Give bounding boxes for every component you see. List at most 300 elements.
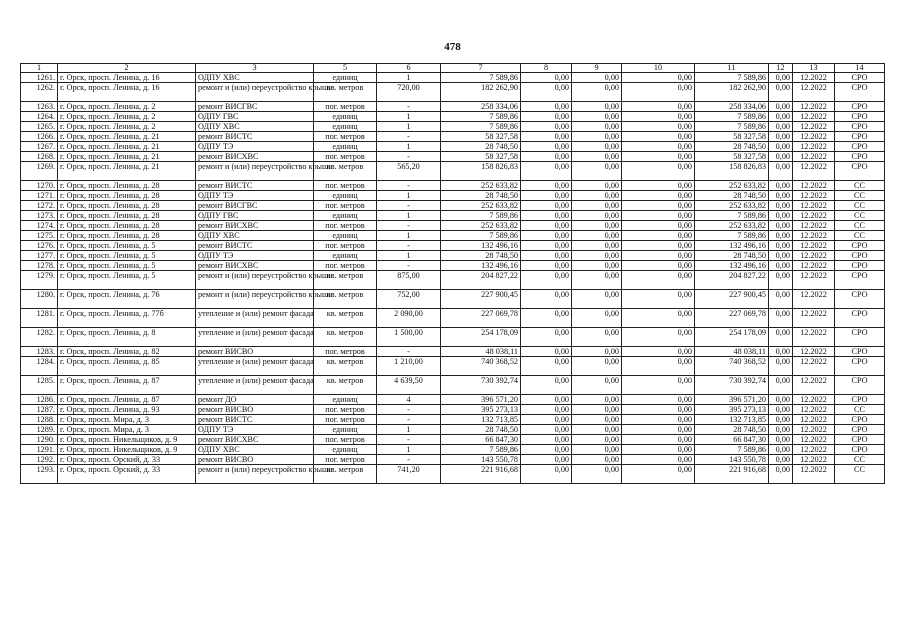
quantity-cell: 752,00 (377, 290, 441, 309)
fund-10-cell: 0,00 (622, 142, 695, 152)
table-row (21, 102, 885, 112)
column-header: 11 (695, 64, 769, 73)
table-row (21, 328, 885, 347)
fund-10-cell: 0,00 (622, 132, 695, 142)
fund-10-cell: 0,00 (622, 231, 695, 241)
deadline-cell: 12.2022 (793, 328, 835, 347)
address-cell: г. Орск, просп. Ленина, д. 2 (58, 102, 196, 112)
work-type-cell: ремонт и (или) переустройство крыши (196, 83, 314, 102)
unit-cell: пог. метров (314, 221, 377, 231)
total-cell: 7 589,86 (695, 112, 769, 122)
table-row (21, 445, 885, 455)
deadline-cell: 12.2022 (793, 425, 835, 435)
deadline-cell: 12.2022 (793, 132, 835, 142)
column-header: 1 (21, 64, 58, 73)
fund-8-cell: 0,00 (521, 290, 572, 309)
work-type-cell: ремонт и (или) переустройство крыши (196, 271, 314, 290)
fund-10-cell: 0,00 (622, 328, 695, 347)
work-type-cell: ОДПУ ХВС (196, 73, 314, 83)
work-type-cell: ремонт ВИСГВС (196, 102, 314, 112)
quantity-cell: 1 (377, 445, 441, 455)
fund-9-cell: 0,00 (572, 395, 622, 405)
quantity-cell: 1 500,00 (377, 328, 441, 347)
fund-8-cell: 0,00 (521, 102, 572, 112)
work-type-cell: ремонт ВИСТС (196, 241, 314, 251)
address-cell: г. Орск, просп. Ленина, д. 5 (58, 251, 196, 261)
total-cell: 730 392,74 (695, 376, 769, 395)
table-row (21, 261, 885, 271)
fund-9-cell: 0,00 (572, 357, 622, 376)
fund-10-cell: 0,00 (622, 445, 695, 455)
unit-cell: пог. метров (314, 261, 377, 271)
row-number: 1288. (21, 415, 58, 425)
cost-cell: 7 589,86 (441, 112, 521, 122)
register-table (20, 63, 885, 484)
method-cell: СРО (835, 102, 885, 112)
work-type-cell: ремонт ВИСВО (196, 347, 314, 357)
fund-9-cell: 0,00 (572, 251, 622, 261)
fund-9-cell: 0,00 (572, 455, 622, 465)
work-type-cell: ОДПУ ТЭ (196, 191, 314, 201)
fund-8-cell: 0,00 (521, 73, 572, 83)
fund-9-cell: 0,00 (572, 83, 622, 102)
total-cell: 132 713,85 (695, 415, 769, 425)
quantity-cell: - (377, 241, 441, 251)
fund-9-cell: 0,00 (572, 376, 622, 395)
address-cell: г. Орск, просп. Орский, д. 33 (58, 465, 196, 484)
work-type-cell: утепление и (или) ремонт фасада (196, 357, 314, 376)
fund-9-cell: 0,00 (572, 122, 622, 132)
specific-cell: 0,00 (769, 112, 793, 122)
total-cell: 7 589,86 (695, 445, 769, 455)
deadline-cell: 12.2022 (793, 445, 835, 455)
fund-10-cell: 0,00 (622, 221, 695, 231)
table-row (21, 357, 885, 376)
table-row (21, 122, 885, 132)
cost-cell: 396 571,20 (441, 395, 521, 405)
column-header: 8 (521, 64, 572, 73)
total-cell: 182 262,90 (695, 83, 769, 102)
address-cell: г. Орск, просп. Ленина, д. 2 (58, 122, 196, 132)
quantity-cell: 1 210,00 (377, 357, 441, 376)
cost-cell: 7 589,86 (441, 231, 521, 241)
quantity-cell: 1 (377, 231, 441, 241)
deadline-cell: 12.2022 (793, 221, 835, 231)
work-type-cell: ремонт ВИСТС (196, 132, 314, 142)
address-cell: г. Орск, просп. Ленина, д. 5 (58, 271, 196, 290)
total-cell: 66 847,30 (695, 435, 769, 445)
fund-9-cell: 0,00 (572, 328, 622, 347)
row-number: 1262. (21, 83, 58, 102)
specific-cell: 0,00 (769, 201, 793, 211)
method-cell: СРО (835, 395, 885, 405)
row-number: 1291. (21, 445, 58, 455)
unit-cell: кв. метров (314, 357, 377, 376)
work-type-cell: ремонт ВИСВО (196, 405, 314, 415)
table-row (21, 112, 885, 122)
unit-cell: пог. метров (314, 455, 377, 465)
fund-8-cell: 0,00 (521, 132, 572, 142)
quantity-cell: - (377, 181, 441, 191)
total-cell: 258 334,06 (695, 102, 769, 112)
quantity-cell: - (377, 261, 441, 271)
method-cell: СРО (835, 347, 885, 357)
fund-9-cell: 0,00 (572, 415, 622, 425)
fund-9-cell: 0,00 (572, 231, 622, 241)
fund-9-cell: 0,00 (572, 465, 622, 484)
fund-8-cell: 0,00 (521, 357, 572, 376)
row-number: 1269. (21, 162, 58, 181)
table-row (21, 290, 885, 309)
fund-9-cell: 0,00 (572, 261, 622, 271)
table-row (21, 271, 885, 290)
fund-10-cell: 0,00 (622, 73, 695, 83)
deadline-cell: 12.2022 (793, 181, 835, 191)
fund-10-cell: 0,00 (622, 290, 695, 309)
row-number: 1277. (21, 251, 58, 261)
total-cell: 204 827,22 (695, 271, 769, 290)
cost-cell: 132 713,85 (441, 415, 521, 425)
address-cell: г. Орск, просп. Ленина, д. 21 (58, 132, 196, 142)
column-header: 9 (572, 64, 622, 73)
row-number: 1279. (21, 271, 58, 290)
method-cell: СРО (835, 73, 885, 83)
method-cell: СС (835, 191, 885, 201)
cost-cell: 66 847,30 (441, 435, 521, 445)
deadline-cell: 12.2022 (793, 465, 835, 484)
total-cell: 227 900,45 (695, 290, 769, 309)
cost-cell: 58 327,58 (441, 132, 521, 142)
unit-cell: кв. метров (314, 309, 377, 328)
fund-9-cell: 0,00 (572, 271, 622, 290)
total-cell: 7 589,86 (695, 211, 769, 221)
address-cell: г. Орск, просп. Ленина, д. 28 (58, 231, 196, 241)
fund-10-cell: 0,00 (622, 347, 695, 357)
address-cell: г. Орск, просп. Ленина, д. 76 (58, 290, 196, 309)
fund-8-cell: 0,00 (521, 395, 572, 405)
table-row (21, 152, 885, 162)
specific-cell: 0,00 (769, 309, 793, 328)
fund-8-cell: 0,00 (521, 271, 572, 290)
work-type-cell: ремонт ВИСТС (196, 415, 314, 425)
fund-8-cell: 0,00 (521, 328, 572, 347)
total-cell: 252 633,82 (695, 201, 769, 211)
cost-cell: 48 038,11 (441, 347, 521, 357)
fund-9-cell: 0,00 (572, 241, 622, 251)
work-type-cell: ремонт ВИСХВС (196, 221, 314, 231)
row-number: 1289. (21, 425, 58, 435)
specific-cell: 0,00 (769, 102, 793, 112)
table-row (21, 309, 885, 328)
cost-cell: 395 273,13 (441, 405, 521, 415)
specific-cell: 0,00 (769, 395, 793, 405)
page-number: 478 (444, 41, 461, 53)
deadline-cell: 12.2022 (793, 405, 835, 415)
table-row (21, 181, 885, 191)
unit-cell: кв. метров (314, 83, 377, 102)
cost-cell: 252 633,82 (441, 181, 521, 191)
total-cell: 227 069,78 (695, 309, 769, 328)
total-cell: 252 633,82 (695, 181, 769, 191)
table-row (21, 201, 885, 211)
row-number: 1273. (21, 211, 58, 221)
method-cell: СС (835, 455, 885, 465)
row-number: 1290. (21, 435, 58, 445)
work-type-cell: ремонт ВИСХВС (196, 152, 314, 162)
fund-8-cell: 0,00 (521, 211, 572, 221)
quantity-cell: 741,20 (377, 465, 441, 484)
method-cell: СС (835, 405, 885, 415)
column-header: 10 (622, 64, 695, 73)
fund-9-cell: 0,00 (572, 162, 622, 181)
address-cell: г. Орск, просп. Ленина, д. 87 (58, 395, 196, 405)
fund-8-cell: 0,00 (521, 455, 572, 465)
table-row (21, 191, 885, 201)
fund-8-cell: 0,00 (521, 181, 572, 191)
deadline-cell: 12.2022 (793, 435, 835, 445)
address-cell: г. Орск, просп. Ленина, д. 8 (58, 328, 196, 347)
unit-cell: единиц (314, 395, 377, 405)
fund-9-cell: 0,00 (572, 142, 622, 152)
table-row (21, 132, 885, 142)
fund-8-cell: 0,00 (521, 445, 572, 455)
fund-10-cell: 0,00 (622, 425, 695, 435)
fund-9-cell: 0,00 (572, 152, 622, 162)
unit-cell: единиц (314, 211, 377, 221)
method-cell: СРО (835, 132, 885, 142)
fund-8-cell: 0,00 (521, 435, 572, 445)
address-cell: г. Орск, просп. Никельщиков, д. 9 (58, 445, 196, 455)
table-row (21, 162, 885, 181)
unit-cell: пог. метров (314, 132, 377, 142)
specific-cell: 0,00 (769, 347, 793, 357)
fund-9-cell: 0,00 (572, 201, 622, 211)
total-cell: 48 038,11 (695, 347, 769, 357)
method-cell: СРО (835, 415, 885, 425)
deadline-cell: 12.2022 (793, 112, 835, 122)
method-cell: СРО (835, 261, 885, 271)
method-cell: СРО (835, 357, 885, 376)
deadline-cell: 12.2022 (793, 251, 835, 261)
unit-cell: пог. метров (314, 347, 377, 357)
table-row (21, 211, 885, 221)
method-cell: СРО (835, 271, 885, 290)
specific-cell: 0,00 (769, 328, 793, 347)
column-header: 7 (441, 64, 521, 73)
fund-9-cell: 0,00 (572, 221, 622, 231)
unit-cell: единиц (314, 251, 377, 261)
deadline-cell: 12.2022 (793, 357, 835, 376)
specific-cell: 0,00 (769, 271, 793, 290)
unit-cell: пог. метров (314, 201, 377, 211)
unit-cell: пог. метров (314, 435, 377, 445)
address-cell: г. Орск, просп. Ленина, д. 2 (58, 112, 196, 122)
fund-8-cell: 0,00 (521, 261, 572, 271)
fund-8-cell: 0,00 (521, 83, 572, 102)
cost-cell: 252 633,82 (441, 201, 521, 211)
row-number: 1292. (21, 455, 58, 465)
row-number: 1265. (21, 122, 58, 132)
fund-10-cell: 0,00 (622, 271, 695, 290)
deadline-cell: 12.2022 (793, 261, 835, 271)
total-cell: 252 633,82 (695, 221, 769, 231)
fund-10-cell: 0,00 (622, 395, 695, 405)
address-cell: г. Орск, просп. Ленина, д. 93 (58, 405, 196, 415)
work-type-cell: ремонт ВИСВО (196, 455, 314, 465)
deadline-cell: 12.2022 (793, 309, 835, 328)
work-type-cell: ОДПУ ТЭ (196, 425, 314, 435)
cost-cell: 28 748,50 (441, 191, 521, 201)
work-type-cell: ОДПУ ХВС (196, 231, 314, 241)
column-header: 12 (769, 64, 793, 73)
total-cell: 132 496,16 (695, 261, 769, 271)
cost-cell: 58 327,58 (441, 152, 521, 162)
row-number: 1282. (21, 328, 58, 347)
fund-9-cell: 0,00 (572, 132, 622, 142)
fund-10-cell: 0,00 (622, 376, 695, 395)
fund-8-cell: 0,00 (521, 191, 572, 201)
quantity-cell: 2 090,00 (377, 309, 441, 328)
fund-8-cell: 0,00 (521, 162, 572, 181)
cost-cell: 252 633,82 (441, 221, 521, 231)
table-row (21, 347, 885, 357)
fund-9-cell: 0,00 (572, 347, 622, 357)
fund-10-cell: 0,00 (622, 181, 695, 191)
specific-cell: 0,00 (769, 415, 793, 425)
cost-cell: 132 496,16 (441, 261, 521, 271)
total-cell: 132 496,16 (695, 241, 769, 251)
unit-cell: единиц (314, 445, 377, 455)
table-row (21, 405, 885, 415)
fund-8-cell: 0,00 (521, 415, 572, 425)
unit-cell: единиц (314, 73, 377, 83)
quantity-cell: 565,20 (377, 162, 441, 181)
deadline-cell: 12.2022 (793, 191, 835, 201)
table-row (21, 415, 885, 425)
address-cell: г. Орск, просп. Ленина, д. 28 (58, 181, 196, 191)
fund-10-cell: 0,00 (622, 415, 695, 425)
unit-cell: пог. метров (314, 405, 377, 415)
fund-8-cell: 0,00 (521, 376, 572, 395)
specific-cell: 0,00 (769, 132, 793, 142)
total-cell: 395 273,13 (695, 405, 769, 415)
fund-8-cell: 0,00 (521, 251, 572, 261)
fund-9-cell: 0,00 (572, 112, 622, 122)
fund-8-cell: 0,00 (521, 122, 572, 132)
address-cell: г. Орск, просп. Ленина, д. 28 (58, 211, 196, 221)
cost-cell: 227 900,45 (441, 290, 521, 309)
quantity-cell: 875,00 (377, 271, 441, 290)
deadline-cell: 12.2022 (793, 102, 835, 112)
column-header: 2 (58, 64, 196, 73)
specific-cell: 0,00 (769, 191, 793, 201)
total-cell: 740 368,52 (695, 357, 769, 376)
unit-cell: пог. метров (314, 102, 377, 112)
deadline-cell: 12.2022 (793, 83, 835, 102)
method-cell: СРО (835, 112, 885, 122)
quantity-cell: - (377, 132, 441, 142)
row-number: 1263. (21, 102, 58, 112)
deadline-cell: 12.2022 (793, 290, 835, 309)
address-cell: г. Орск, просп. Мира, д. 3 (58, 425, 196, 435)
address-cell: г. Орск, просп. Ленина, д. 85 (58, 357, 196, 376)
method-cell: СРО (835, 445, 885, 455)
address-cell: г. Орск, просп. Ленина, д. 21 (58, 162, 196, 181)
fund-8-cell: 0,00 (521, 112, 572, 122)
specific-cell: 0,00 (769, 162, 793, 181)
address-cell: г. Орск, просп. Ленина, д. 28 (58, 191, 196, 201)
cost-cell: 28 748,50 (441, 142, 521, 152)
row-number: 1266. (21, 132, 58, 142)
address-cell: г. Орск, просп. Никельщиков, д. 9 (58, 435, 196, 445)
quantity-cell: 1 (377, 122, 441, 132)
row-number: 1293. (21, 465, 58, 484)
unit-cell: пог. метров (314, 241, 377, 251)
work-type-cell: ОДПУ ТЭ (196, 251, 314, 261)
address-cell: г. Орск, просп. Ленина, д. 5 (58, 261, 196, 271)
table-row (21, 435, 885, 445)
quantity-cell: - (377, 415, 441, 425)
cost-cell: 132 496,16 (441, 241, 521, 251)
fund-10-cell: 0,00 (622, 102, 695, 112)
address-cell: г. Орск, просп. Ленина, д. 21 (58, 152, 196, 162)
table-row (21, 73, 885, 83)
work-type-cell: ремонт и (или) переустройство крыши (196, 290, 314, 309)
total-cell: 143 550,78 (695, 455, 769, 465)
unit-cell: единиц (314, 191, 377, 201)
cost-cell: 227 069,78 (441, 309, 521, 328)
deadline-cell: 12.2022 (793, 455, 835, 465)
address-cell: г. Орск, просп. Ленина, д. 16 (58, 73, 196, 83)
specific-cell: 0,00 (769, 455, 793, 465)
table-row (21, 241, 885, 251)
fund-10-cell: 0,00 (622, 112, 695, 122)
unit-cell: единиц (314, 425, 377, 435)
row-number: 1281. (21, 309, 58, 328)
fund-10-cell: 0,00 (622, 455, 695, 465)
deadline-cell: 12.2022 (793, 122, 835, 132)
work-type-cell: утепление и (или) ремонт фасада (196, 309, 314, 328)
row-number: 1284. (21, 357, 58, 376)
address-cell: г. Орск, просп. Ленина, д. 16 (58, 83, 196, 102)
specific-cell: 0,00 (769, 231, 793, 241)
row-number: 1278. (21, 261, 58, 271)
fund-8-cell: 0,00 (521, 142, 572, 152)
table-row (21, 231, 885, 241)
quantity-cell: - (377, 152, 441, 162)
address-cell: г. Орск, просп. Ленина, д. 77б (58, 309, 196, 328)
quantity-cell: - (377, 405, 441, 415)
fund-8-cell: 0,00 (521, 201, 572, 211)
total-cell: 158 826,83 (695, 162, 769, 181)
total-cell: 7 589,86 (695, 122, 769, 132)
method-cell: СРО (835, 251, 885, 261)
fund-9-cell: 0,00 (572, 425, 622, 435)
fund-10-cell: 0,00 (622, 309, 695, 328)
work-type-cell: ОДПУ ГВС (196, 112, 314, 122)
column-header: 3 (196, 64, 314, 73)
quantity-cell: - (377, 221, 441, 231)
specific-cell: 0,00 (769, 445, 793, 455)
fund-10-cell: 0,00 (622, 201, 695, 211)
fund-10-cell: 0,00 (622, 241, 695, 251)
row-number: 1270. (21, 181, 58, 191)
fund-10-cell: 0,00 (622, 191, 695, 201)
unit-cell: единиц (314, 122, 377, 132)
work-type-cell: ремонт ДО (196, 395, 314, 405)
address-cell: г. Орск, просп. Ленина, д. 5 (58, 241, 196, 251)
fund-8-cell: 0,00 (521, 241, 572, 251)
